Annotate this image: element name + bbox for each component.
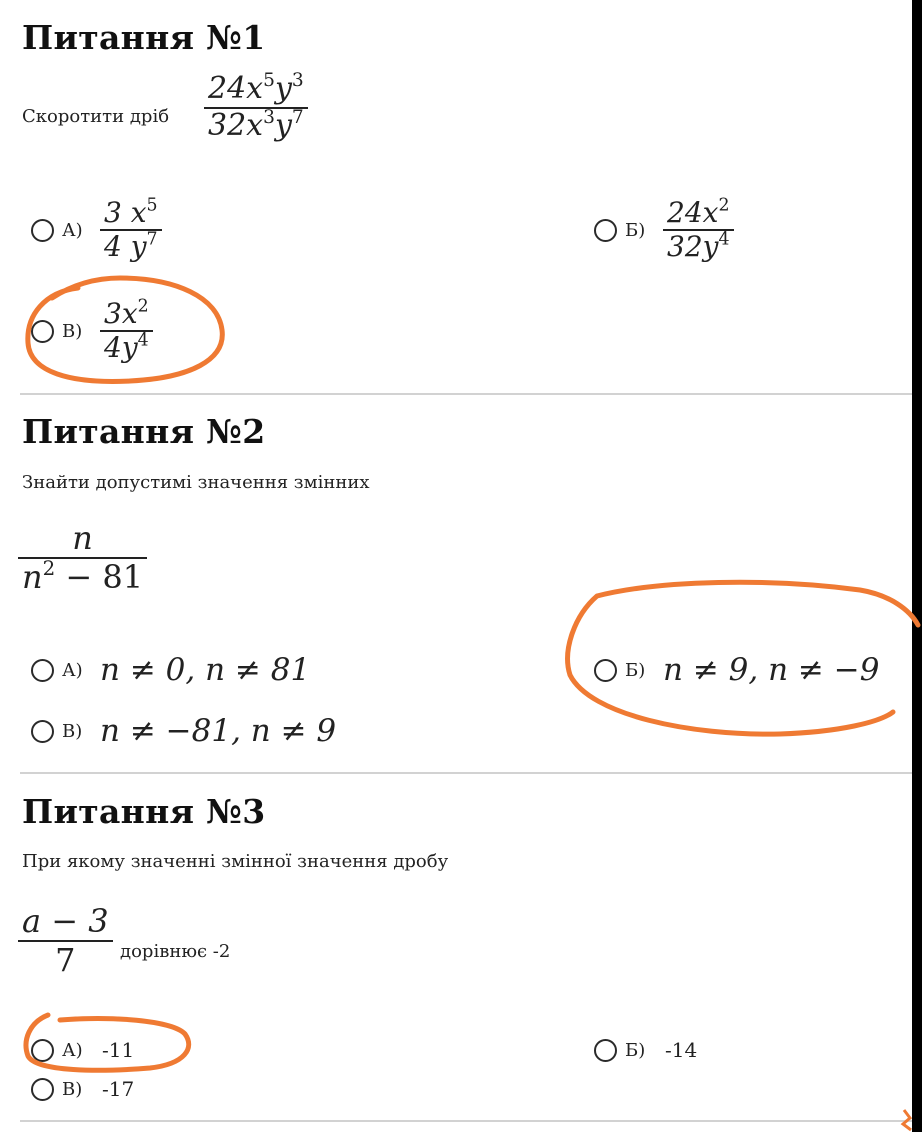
q3-option-c[interactable] <box>31 1075 134 1103</box>
option-label: А) <box>62 659 83 681</box>
option-value: n ≠ 0, n ≠ 81 <box>100 652 311 688</box>
question-2-fraction: n $n^2 - 81$ <box>18 520 147 596</box>
option-fraction: $\frac{3x^2}{4y^4}$ <box>100 298 153 364</box>
question-3-prompt: При якому значенні змінної значення дробу <box>22 851 449 872</box>
radio-button[interactable] <box>31 219 54 242</box>
option-value: n ≠ 9, n ≠ −9 <box>663 652 880 688</box>
screen-edge <box>912 0 922 1132</box>
option-value: -11 <box>102 1038 135 1062</box>
option-label: Б) <box>625 659 646 681</box>
option-label: А) <box>62 219 83 241</box>
option-label: В) <box>62 1078 83 1100</box>
radio-button[interactable] <box>31 659 54 682</box>
radio-button[interactable] <box>594 219 617 242</box>
option-label: Б) <box>625 219 646 241</box>
q2-option-b[interactable] <box>594 650 879 690</box>
section-divider <box>20 1120 912 1122</box>
section-divider <box>20 772 912 774</box>
option-label: Б) <box>625 1039 646 1061</box>
option-fraction: $\frac{3 x^5}{4 y^7}$ <box>100 197 162 263</box>
option-label: В) <box>62 720 83 742</box>
radio-button[interactable] <box>594 1039 617 1062</box>
question-2-prompt: Знайти допустимі значення змінних <box>22 472 370 493</box>
question-2-title: Питання №2 <box>22 412 266 451</box>
radio-button[interactable] <box>594 659 617 682</box>
option-label: В) <box>62 320 83 342</box>
question-3-fraction: a − 3 7 <box>18 903 113 979</box>
q2-option-c[interactable] <box>31 711 336 751</box>
radio-button[interactable] <box>31 1078 54 1101</box>
option-value: -14 <box>665 1038 698 1062</box>
q1-option-a[interactable] <box>31 185 162 275</box>
option-label: А) <box>62 1039 83 1061</box>
option-value: -17 <box>102 1077 135 1101</box>
option-fraction: $\frac{24x^2}{32y^4}$ <box>663 197 734 263</box>
question-1-title: Питання №1 <box>22 18 266 57</box>
q2-option-a[interactable] <box>31 650 310 690</box>
question-3-title: Питання №3 <box>22 792 266 831</box>
question-1-fraction: $24x^5y^3$ $32x^3y^7$ <box>204 72 308 143</box>
option-value: n ≠ −81, n ≠ 9 <box>100 713 337 749</box>
q1-option-c[interactable] <box>31 286 153 376</box>
radio-button[interactable] <box>31 320 54 343</box>
section-divider <box>20 393 912 395</box>
radio-button[interactable] <box>31 720 54 743</box>
question-3-suffix: дорівнює -2 <box>120 941 231 962</box>
q3-option-a[interactable] <box>31 1036 134 1064</box>
q1-option-b[interactable] <box>594 185 734 275</box>
radio-button[interactable] <box>31 1039 54 1062</box>
question-1-prompt: Скоротити дріб <box>22 106 170 127</box>
q3-option-b[interactable] <box>594 1036 697 1064</box>
